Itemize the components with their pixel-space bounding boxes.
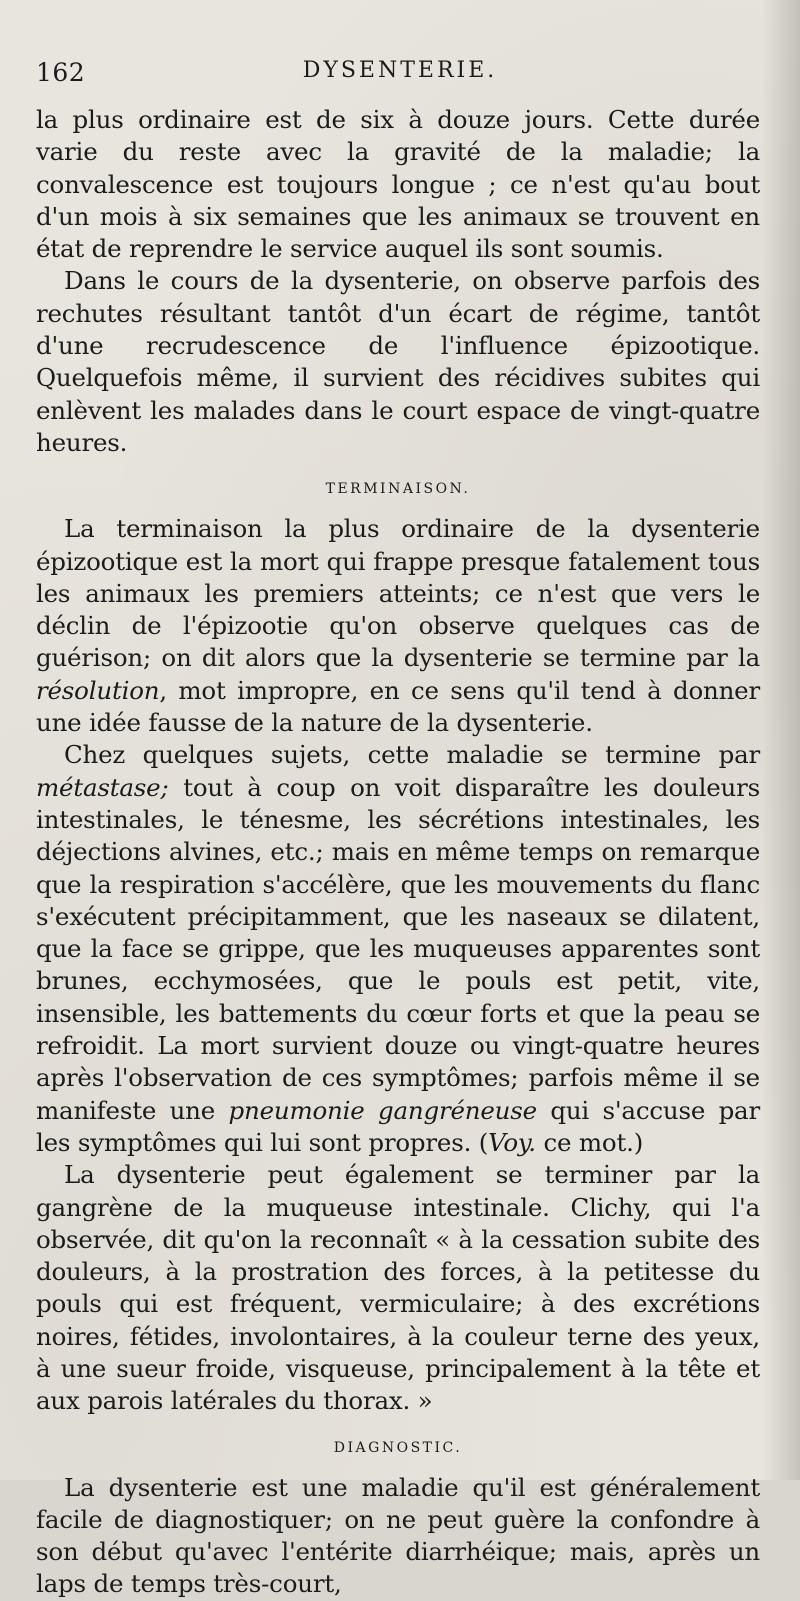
page-gutter-shadow (762, 0, 800, 1480)
paragraph-termination-metastasis (36, 739, 760, 1159)
section-heading-diagnostic: DIAGNOSTIC. (333, 1439, 463, 1456)
paragraph-relapses: Dans le cours de la dysenterie, on observe parfois des rechutes résultant tantôt d'un écart de régime, tantôt d'une recrudescence de l'influence épizootique. Quelquefois même, il survient des récidives subites qui enlèvent les malades dans le court espace de vingt-quatre heures. (36, 266, 760, 457)
italic-term-metastase: métastase; (36, 772, 169, 802)
section-heading-terminaison: TERMINAISON. (325, 481, 471, 498)
page-number: 162 (36, 58, 86, 87)
page-header (36, 52, 764, 92)
italic-term-resolution: résolution (36, 675, 160, 705)
paragraph-termination-gangrene: La dysenterie peut également se terminer par la gangrène de la muqueuse intestinale. Clichy, qui l'a observée, dit qu'on la reconnaît « à la cessation subite des douleurs, à la prostration des forces, à la petitesse du pouls qui est fréquent, vermiculaire; à des excrétions noires, fétides, involontaires, à la couleur terne des yeux, à une sueur froide, visqueuse, principalement à la tête et aux parois latérales du thorax. » (36, 1160, 760, 1416)
paragraph-duration: la plus ordinaire est de six à douze jours. Cette durée varie du reste avec la gravité de la maladie; la convalescence est toujours longue ; ce n'est qu'au bout d'un mois à six semaines que les animaux se trouvent en état de reprendre le service auquel ils sont soumis. (36, 105, 760, 264)
paragraph-text: ce mot.) (535, 1127, 644, 1157)
paragraph-text: qui s'accuse par les symptômes qui lui sont propres. ( (36, 1095, 760, 1157)
page-body (36, 104, 760, 1601)
italic-term-pneumonie: pneumonie gangréneuse (228, 1095, 537, 1125)
paragraph-termination-death (36, 513, 760, 739)
paragraph-text: , mot impropre, en ce sens qu'il tend à donner une idée fausse de la nature de la dysenterie. (36, 675, 760, 738)
running-title: DYSENTERIE. (302, 58, 498, 83)
paragraph-text: tout à coup on voit disparaître les douleurs intestinales, le ténesme, les sécrétions intestinales, les déjections alvines, etc.; mais en même temps on remarque que la respiration s'accélère, que les mouvements du flanc s'exécutent précipitamment, que les naseaux se dilatent, que la face se grippe, que les muqueuses apparentes sont brunes, ecchymosées, que le pouls est petit, vite, insensible, les battements du cœur forts et que la peau se refroidit. La mort survient douze ou vingt-quatre heures après l'observation de ces symptômes; parfois même il se manifeste une (36, 772, 760, 1125)
paragraph-text: Chez quelques sujets, cette maladie se termine par (64, 740, 760, 770)
paragraph-text: La terminaison la plus ordinaire de la dysenterie épizootique est la mort qui frappe presque fatalement tous les animaux les premiers atteints; ce n'est que vers le déclin de l'épizootie qu'on observe quelques cas de guérison; on dit alors que la dysenterie se termine par la (36, 514, 760, 673)
italic-term-voy: Voy. (488, 1127, 536, 1157)
paragraph-diagnosis: La dysenterie est une maladie qu'il est généralement facile de diagnostiquer; on ne peut guère la confondre à son début qu'avec l'entérite diarrhéique; mais, après un laps de temps très-court, (36, 1472, 760, 1599)
